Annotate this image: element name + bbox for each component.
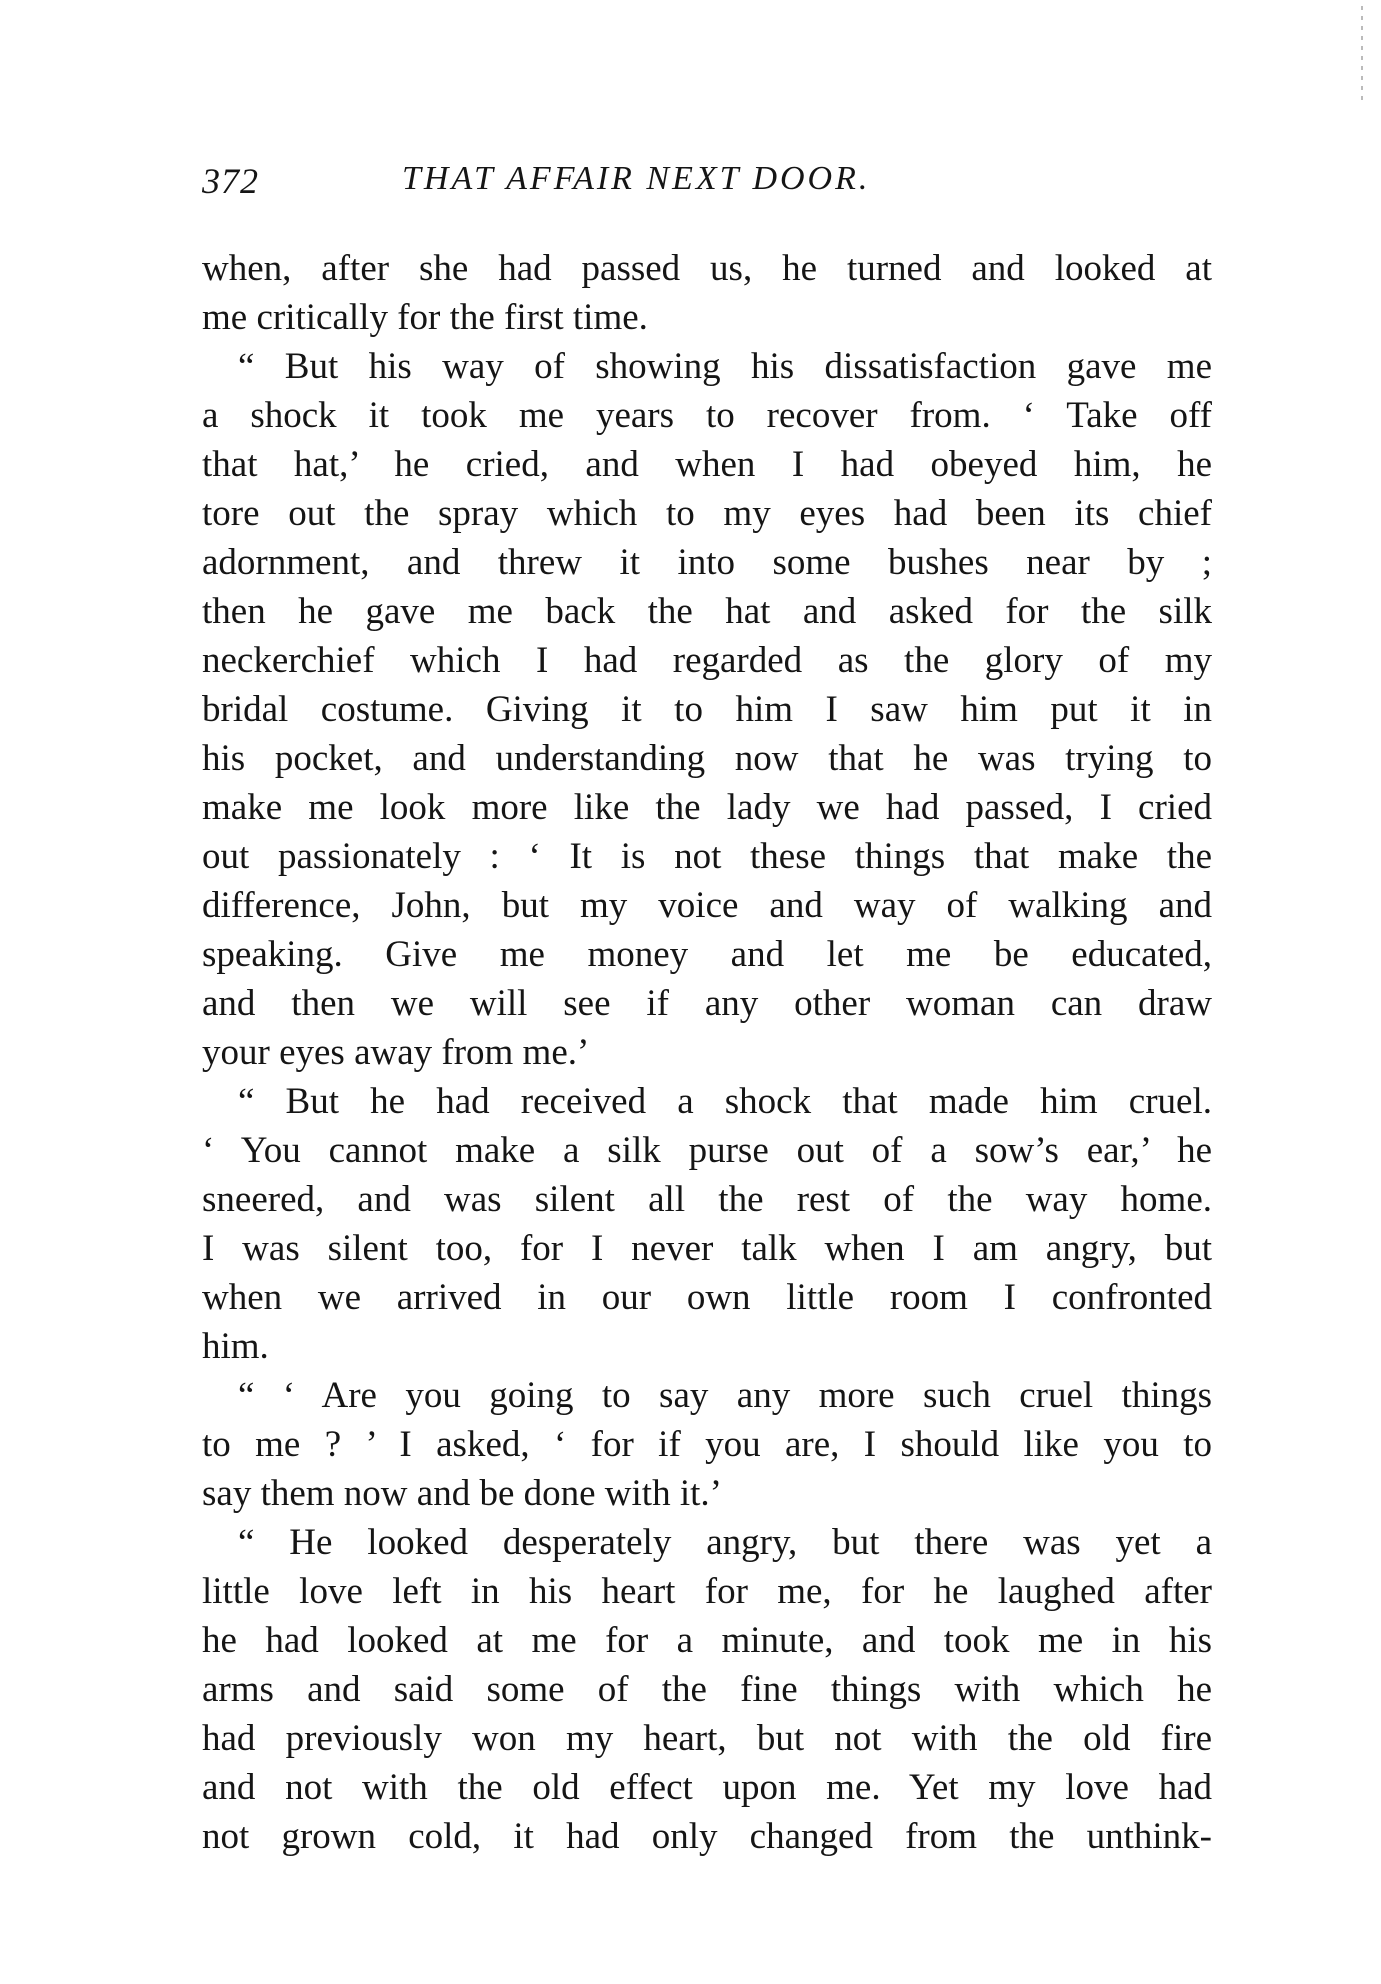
text-line: your eyes away from me.’ <box>202 1032 590 1073</box>
text-line: ‘ You cannot make a silk purse out of a sow’s ear,’ he <box>202 1130 1212 1171</box>
text-line: and not with the old effect upon me. Yet my love had <box>202 1767 1212 1808</box>
text-line: sneered, and was silent all the rest of the way home. <box>202 1179 1212 1220</box>
text-line: to me ? ’ I asked, ‘ for if you are, I should like you to <box>202 1424 1212 1465</box>
text-line: bridal costume. Giving it to him I saw him put it in <box>202 689 1212 730</box>
text-line: and then we will see if any other woman can draw <box>202 983 1212 1024</box>
body-text <box>202 244 1212 1861</box>
text-line: “ But his way of showing his dissatisfaction gave me <box>238 346 1212 387</box>
text-line: adornment, and threw it into some bushes near by ; <box>202 542 1212 583</box>
text-line: me critically for the first time. <box>202 297 648 338</box>
running-title: THAT AFFAIR NEXT DOOR. <box>402 160 871 197</box>
text-line: when, after she had passed us, he turned and looked at <box>202 248 1212 289</box>
text-line: “ He looked desperately angry, but there was yet a <box>238 1522 1212 1563</box>
text-line: that hat,’ he cried, and when I had obeyed him, he <box>202 444 1212 485</box>
text-line: a shock it took me years to recover from. ‘ Take off <box>202 395 1212 436</box>
page-number: 372 <box>202 161 259 201</box>
text-line: when we arrived in our own little room I confronted <box>202 1277 1212 1318</box>
text-line: speaking. Give me money and let me be educated, <box>202 934 1212 975</box>
scan-edge-marks <box>1355 0 1369 200</box>
text-line: he had looked at me for a minute, and took me in his <box>202 1620 1212 1661</box>
text-line: not grown cold, it had only changed from the unthink- <box>202 1816 1212 1857</box>
text-line: I was silent too, for I never talk when I am angry, but <box>202 1228 1212 1269</box>
text-line: difference, John, but my voice and way of walking and <box>202 885 1212 926</box>
text-line: him. <box>202 1326 269 1367</box>
text-line: his pocket, and understanding now that he was trying to <box>202 738 1212 779</box>
page-header <box>202 160 1212 210</box>
text-line: “ But he had received a shock that made him cruel. <box>238 1081 1212 1122</box>
text-line: “ ‘ Are you going to say any more such cruel things <box>238 1375 1212 1416</box>
text-line: had previously won my heart, but not with the old fire <box>202 1718 1212 1759</box>
text-line: arms and said some of the fine things with which he <box>202 1669 1212 1710</box>
text-line: make me look more like the lady we had passed, I cried <box>202 787 1212 828</box>
text-line: tore out the spray which to my eyes had been its chief <box>202 493 1212 534</box>
text-line: out passionately : ‘ It is not these things that make the <box>202 836 1212 877</box>
text-line: neckerchief which I had regarded as the glory of my <box>202 640 1212 681</box>
text-line: then he gave me back the hat and asked for the silk <box>202 591 1212 632</box>
text-line: say them now and be done with it.’ <box>202 1473 722 1514</box>
text-line: little love left in his heart for me, for he laughed after <box>202 1571 1212 1612</box>
